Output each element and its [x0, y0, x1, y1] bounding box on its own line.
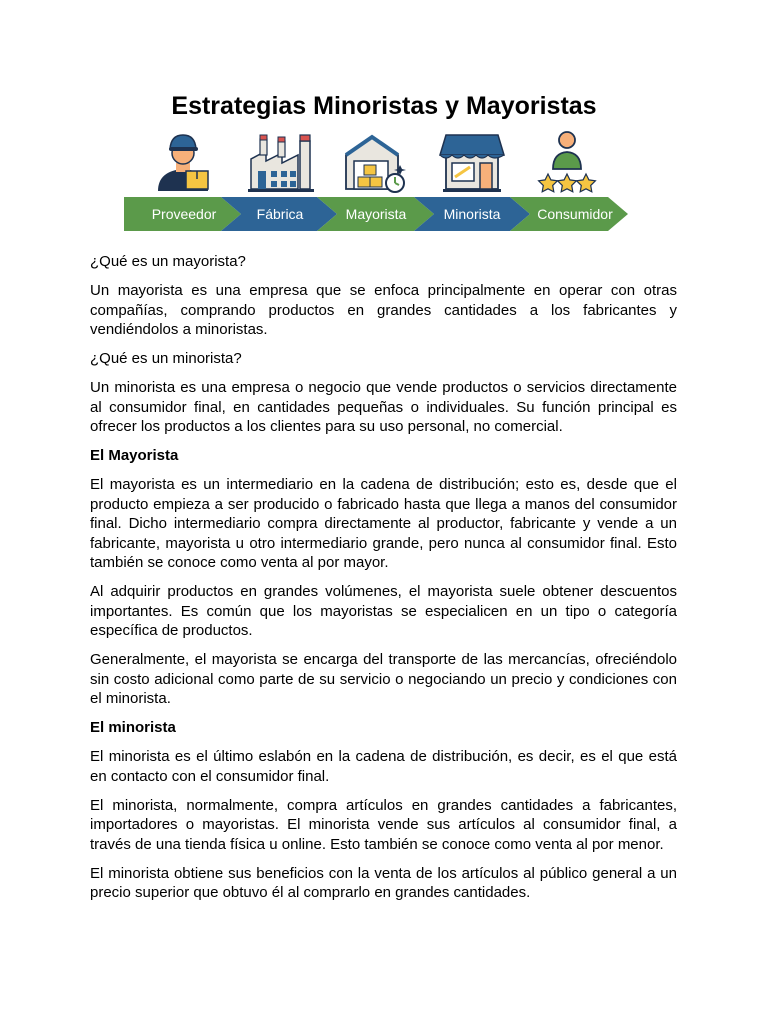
page-title: Estrategias Minoristas y Mayoristas: [171, 92, 597, 120]
chevron-bar: [124, 197, 628, 231]
step-label-fabrica: Fábrica: [256, 206, 304, 222]
paragraph: El mayorista es un intermediario en la cadena de distribución; esto es, desde que el producto empieza a ser producido o fabricado hasta que llega a manos del consumidor final. Dicho intermediario compra directamente al productor, fabricante y vende a un fabricante, mayorista u otro intermediario grande, pero nunca al consumidor final. Esto también se conoce como venta al por mayor.: [90, 476, 677, 571]
document-body: [90, 252, 677, 912]
delivery-person-icon: [158, 135, 208, 191]
question-mayorista: ¿Qué es un mayorista?: [90, 253, 246, 270]
step-label-consumidor: Consumidor: [537, 206, 613, 222]
factory-icon: [248, 135, 314, 192]
paragraph: El minorista obtiene sus beneficios con la venta de los artículos al público general a un precio superior que obtuvo él al comprarlo en grandes cantidades.: [90, 864, 677, 901]
storefront-icon: [440, 135, 504, 192]
step-label-minorista: Minorista: [443, 206, 501, 222]
paragraph: Al adquirir productos en grandes volúmenes, el mayorista suele obtener descuentos importantes. Es común que los mayoristas se especialicen en un tipo o categoría específica de productos.: [90, 583, 677, 639]
question-minorista: ¿Qué es un minorista?: [90, 350, 242, 367]
warehouse-icon: [346, 137, 406, 192]
paragraph: Un minorista es una empresa o negocio que vende productos o servicios directamente al consumidor final, en cantidades pequeñas o individuales. Su función principal es ofrecer los productos a los clientes para su uso personal, no comercial.: [90, 379, 677, 435]
heading-el-minorista: El minorista: [90, 719, 176, 736]
paragraph: El minorista, normalmente, compra artículos en grandes cantidades a fabricantes, importadores o mayoristas. El minorista vende sus artículos al consumidor final, a través de una tienda física u online. Esto también se conoce como venta al por menor.: [90, 796, 677, 853]
paragraph: Generalmente, el mayorista se encarga del transporte de las mercancías, ofreciéndolo sin costo adicional como parte de su servicio o negociando un precio y condiciones con el minorista.: [90, 651, 677, 707]
heading-el-mayorista: El Mayorista: [90, 447, 179, 464]
distribution-chain-infographic: [124, 127, 628, 235]
paragraph: El minorista es el último eslabón en la cadena de distribución, es decir, es el que está en contacto con el consumidor final.: [90, 748, 677, 785]
step-label-proveedor: Proveedor: [151, 206, 217, 222]
paragraph: Un mayorista es una empresa que se enfoca principalmente en operar con otras compañías, comprando productos en grandes cantidades a los fabricantes y vendiéndolos a minoristas.: [90, 282, 677, 338]
step-label-mayorista: Mayorista: [345, 206, 407, 222]
customer-rating-icon: [539, 132, 596, 192]
